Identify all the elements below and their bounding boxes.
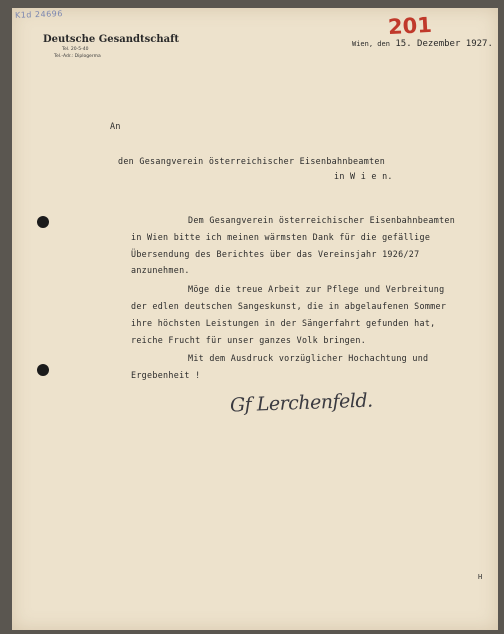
salutation: An bbox=[110, 121, 121, 131]
body-line: Möge die treue Arbeit zur Pflege und Verbreitung bbox=[188, 284, 445, 294]
recipient-line-1: den Gesangverein österreichischer Eisenbahnbeamten bbox=[118, 156, 386, 166]
page-number: 201 bbox=[387, 12, 433, 40]
letterhead-tel: Tel. 20-5-40 bbox=[62, 47, 89, 52]
recipient-line-2: in W i e n. bbox=[334, 171, 393, 181]
body-line: Ergebenheit ! bbox=[131, 370, 201, 380]
footer-mark: H bbox=[478, 573, 483, 581]
body-line: der edlen deutschen Sangeskunst, die in abgelaufenen Sommer bbox=[131, 301, 447, 311]
punch-hole-top bbox=[37, 216, 49, 228]
letterhead-name: Deutsche Gesandtschaft bbox=[43, 34, 180, 45]
date-line bbox=[352, 39, 493, 49]
body-line: Dem Gesangverein österreichischer Eisenbahnbeamten bbox=[188, 215, 456, 225]
date-place: Wien, den bbox=[352, 40, 390, 48]
body-line: Übersendung des Berichtes über das Vereinsjahr 1926/27 bbox=[131, 249, 420, 259]
archive-stamp: K1d 24696 bbox=[14, 9, 64, 20]
punch-hole-bottom bbox=[37, 364, 49, 376]
body-line: ihre höchsten Leistungen in der Sängerfahrt gefunden hat, bbox=[131, 318, 436, 328]
signature: Gf Lerchenfeld. bbox=[229, 389, 373, 417]
body-line: anzunehmen. bbox=[131, 265, 190, 275]
body-line: reiche Frucht für unser ganzes Volk bringen. bbox=[131, 335, 367, 345]
date-text: 15. Dezember 1927. bbox=[395, 39, 493, 49]
body-line: Mit dem Ausdruck vorzüglicher Hochachtung und bbox=[188, 353, 429, 363]
letterhead-tel-address: Tel.-Adr.: Diplogerma bbox=[54, 54, 101, 59]
body-line: in Wien bitte ich meinen wärmsten Dank für die gefällige bbox=[131, 232, 431, 242]
